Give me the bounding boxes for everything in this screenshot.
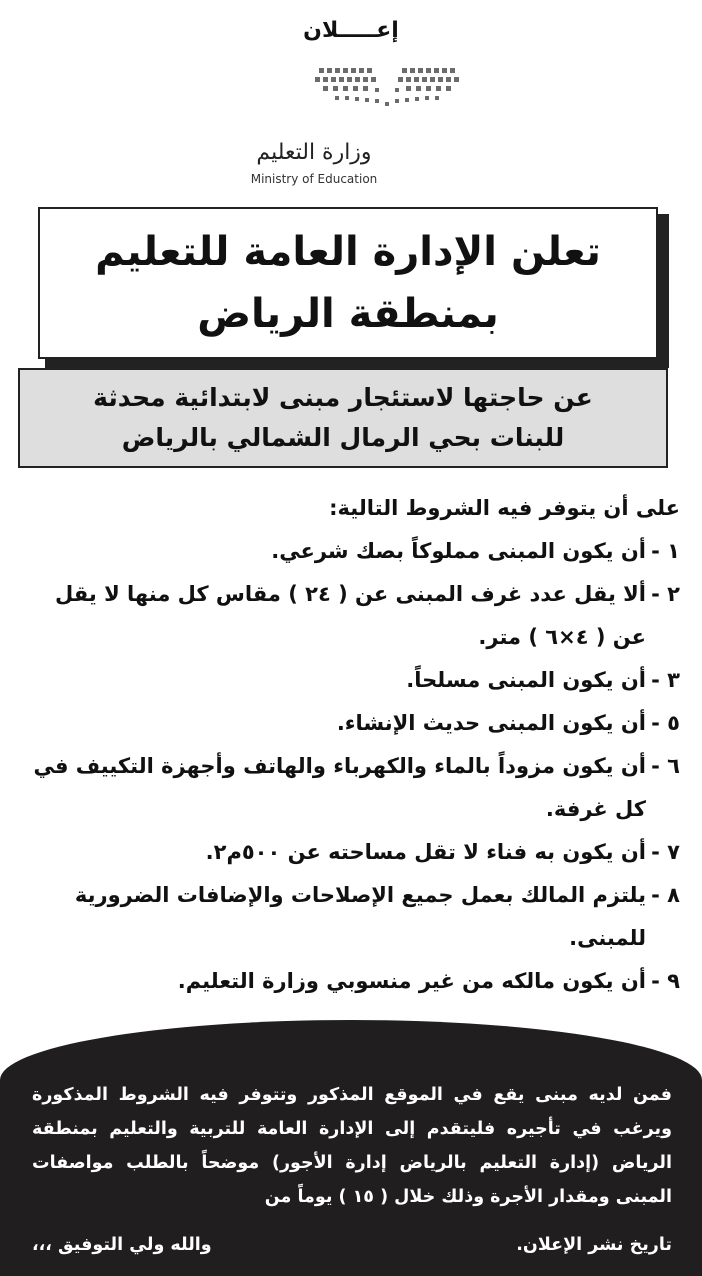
condition-text: أن يكون المبنى مملوكاً بصك شرعي.: [271, 539, 646, 563]
condition-item: [28, 659, 680, 702]
conditions-section: [28, 490, 680, 1003]
ministry-logo: [313, 66, 461, 110]
condition-text: ألا يقل عدد غرف المبنى عن ( ٢٤ ) مقاس كل منها لا يقل عن ( ٤×٦ ) متر.: [55, 582, 646, 649]
condition-item: [28, 831, 680, 874]
title-line-2: بمنطقة الرياض: [197, 291, 499, 337]
condition-item: [28, 530, 680, 573]
condition-number: ٣ -: [651, 668, 680, 692]
subtitle-line-1: عن حاجتها لاستئجار مبنى لابتدائية محدثة: [93, 383, 593, 412]
condition-text: أن يكون المبنى مسلحاً.: [406, 668, 646, 692]
condition-number: ٢ -: [651, 582, 680, 606]
announcement-heading: إعـــــلان: [303, 18, 399, 43]
footer-last-line: [32, 1230, 672, 1260]
footer-closing-text: والله ولي التوفيق ،،،: [32, 1235, 212, 1255]
condition-number: ٨ -: [651, 883, 680, 907]
subtitle-line-2: للبنات بحي الرمال الشمالي بالرياض: [121, 423, 565, 452]
footer-publish-date-text: تاريخ نشر الإعلان.: [516, 1235, 672, 1255]
footer-body-text: فمن لديه مبنى يقع في الموقع المذكور وتتوفر فيه الشروط المذكورة ويرغب في تأجيره فليتقدم إلى الإدارة العامة للتربية والتعليم بمنطقة الرياض (إدارة التعليم بالرياض إدارة الأجور) موضحاً بالطلب مواصفات المبنى ومقدار الأجرة وذلك خلال ( ١٥ ) يوماً من: [32, 1085, 672, 1207]
condition-number: ١ -: [651, 539, 680, 563]
conditions-intro: على أن يتوفر فيه الشروط التالية:: [329, 496, 680, 520]
ministry-name-english: Ministry of Education: [250, 172, 378, 186]
ministry-name-arabic: وزارة التعليم: [256, 140, 372, 165]
condition-item: [28, 702, 680, 745]
footer-box: [0, 1020, 702, 1276]
condition-item: [28, 573, 680, 659]
condition-item: [28, 874, 680, 960]
condition-item: [28, 745, 680, 831]
condition-text: أن يكون به فناء لا تقل مساحته عن ٥٠٠م٢.: [205, 840, 646, 864]
condition-text: أن يكون مالكه من غير منسوبي وزارة التعليم.: [177, 969, 646, 993]
title-line-1: تعلن الإدارة العامة للتعليم: [95, 229, 601, 275]
title-box: [38, 207, 658, 359]
condition-text: يلتزم المالك بعمل جميع الإصلاحات والإضافات الضرورية للمبنى.: [74, 883, 646, 950]
condition-text: أن يكون المبنى حديث الإنشاء.: [336, 711, 646, 735]
condition-number: ٩ -: [651, 969, 680, 993]
condition-number: ٧ -: [651, 840, 680, 864]
condition-number: ٦ -: [651, 754, 680, 778]
condition-item: [28, 960, 680, 1003]
condition-text: أن يكون مزوداً بالماء والكهرباء والهاتف وأجهزة التكييف في كل غرفة.: [33, 754, 646, 821]
subtitle-box: [18, 368, 668, 468]
condition-number: ٥ -: [651, 711, 680, 735]
